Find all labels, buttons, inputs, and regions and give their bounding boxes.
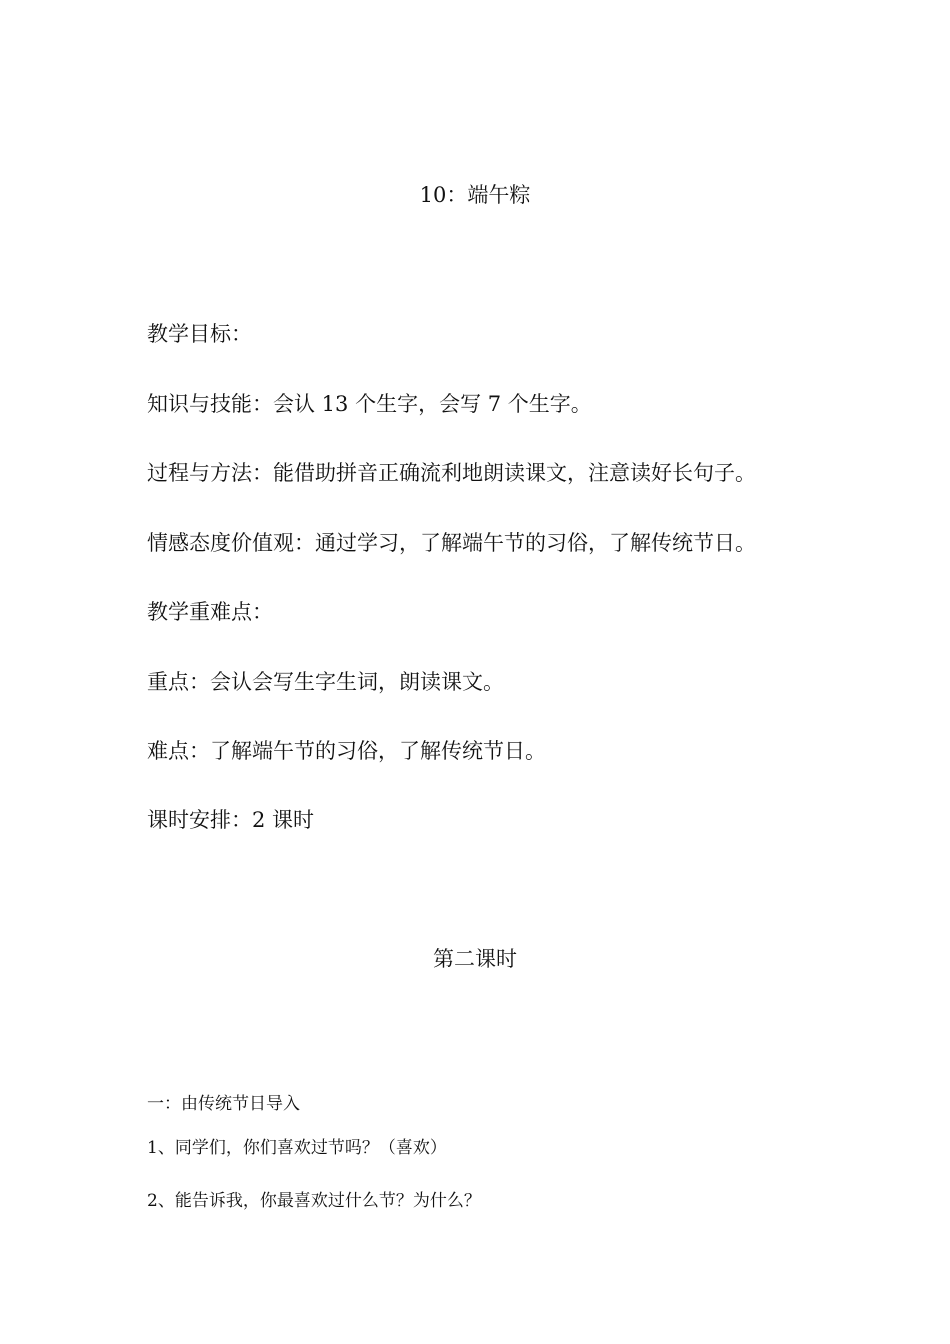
schedule-line: 课时安排：2 课时: [147, 808, 315, 832]
process-methods-line: 过程与方法：能借助拼音正确流利地朗读课文，注意读好长句子。: [147, 461, 756, 485]
knowledge-skills-line: 知识与技能：会认 13 个生字，会写 7 个生字。: [147, 392, 592, 416]
document-title: 10：端午粽: [419, 183, 531, 207]
emotion-values-line: 情感态度价值观：通过学习，了解端午节的习俗，了解传统节日。: [147, 531, 756, 555]
objectives-heading: 教学目标：: [147, 322, 252, 346]
lesson-heading: 第二课时: [433, 947, 517, 971]
difficult-points-line: 难点：了解端午节的习俗，了解传统节日。: [147, 739, 546, 763]
section-one-heading: 一：由传统节日导入: [147, 1094, 300, 1114]
question-one-line: 1、同学们，你们喜欢过节吗？（喜欢）: [147, 1138, 447, 1158]
key-points-line: 重点：会认会写生字生词，朗读课文。: [147, 670, 504, 694]
question-two-line: 2、能告诉我，你最喜欢过什么节？为什么？: [147, 1191, 481, 1211]
key-difficult-heading: 教学重难点：: [147, 600, 273, 624]
